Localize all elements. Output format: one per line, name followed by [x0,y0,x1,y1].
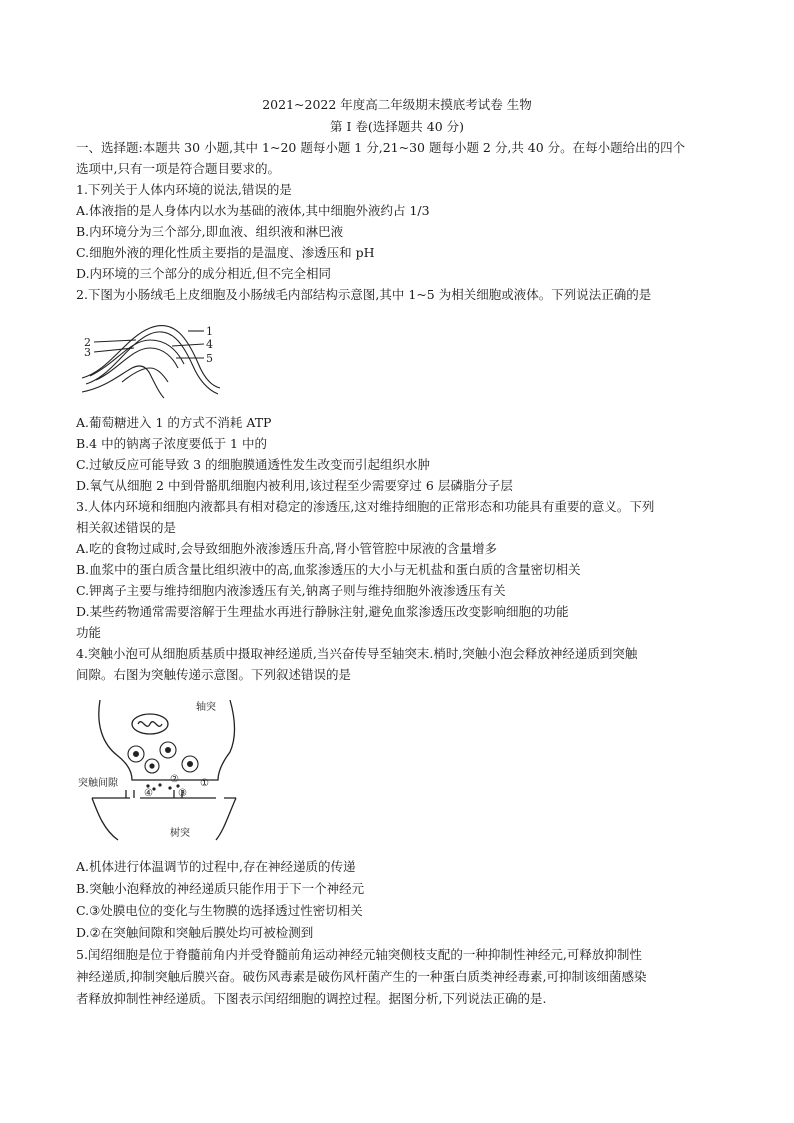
figure-label-2: 2 [84,336,91,349]
q3-option-d: D.某些药物通常需要溶解于生理盐水再进行静脉注射,避免血浆渗透压改变影响细胞的功能 [76,604,569,619]
synapse-figure [78,694,238,844]
axon-label: 轴突 [196,702,216,713]
exam-title: 2021~2022 年度高二年级期末摸底考试卷 生物 [262,97,532,112]
q4-option-a: A.机体进行体温调节的过程中,存在神经递质的传递 [76,859,356,874]
q3-option-a: A.吃的食物过咸时,会导致细胞外液渗透压升高,肾小管管腔中尿液的含量增多 [76,541,497,556]
q1-stem: 1.下列关于人体内环境的说法,错误的是 [76,182,292,197]
q5-stem-line-3: 者释放抑制性神经递质。下图表示闰绍细胞的调控过程。据图分析,下列说法正确的是. [76,991,547,1006]
q3-option-b: B.血浆中的蛋白质含量比组织液中的高,血浆渗透压的大小与无机盐和蛋白质的含量密切相关 [76,562,581,577]
q3-stem-line-1: 3.人体内环境和细胞内液都具有相对稳定的渗透压,这对维持细胞的正常形态和功能具有重要的意义。下列 [76,499,655,514]
q2-option-d: D.氧气从细胞 2 中到骨骼肌细胞内被利用,该过程至少需要穿过 6 层磷脂分子层 [76,478,513,493]
capillary-wall [90,340,184,376]
q3-option-d-continued: 功能 [76,625,102,640]
mitochondrion-cristae [138,722,162,727]
intestinal-villus-diagram [80,318,220,400]
synapse-diagram [78,694,238,844]
mark-3: ③ [178,788,187,799]
lymph-vessel [82,366,164,398]
dendrite-outline [92,798,236,840]
figure-label-1: 1 [206,325,213,338]
figure-label-4: 4 [206,338,213,351]
q3-option-c: C.钾离子主要与维持细胞内液渗透压有关,钠离子则与维持细胞外液渗透压有关 [76,583,506,598]
figure-label-3: 3 [84,346,91,359]
mark-4: ④ [144,788,153,799]
figure-label-5: 5 [206,352,213,365]
synaptic-cleft-label: 突触间隙 [78,778,118,789]
q5-stem-line-1: 5.闰绍细胞是位于脊髓前角内并受脊髓前角运动神经元轴突侧枝支配的一种抑制性神经元,可释放抑制性 [76,947,642,962]
q5-stem-line-2: 神经递质,抑制突触后膜兴奋。破伤风毒素是破伤风杆菌产生的一种蛋白质类神经毒素,可抑制该细菌感染 [76,969,647,984]
q2-option-c: C.过敏反应可能导致 3 的细胞膜通透性发生改变而引起组织水肿 [76,457,430,472]
intestinal-villus-figure [80,318,220,400]
section-intro-line-1: 一、选择题:本题共 30 小题,其中 1~20 题每小题 1 分,21~30 题每小题 2 分,共 40 分。在每小题给出的四个 [76,140,686,155]
q2-option-a: A.葡萄糖进入 1 的方式不消耗 ATP [76,415,272,430]
q1-option-d: D.内环境的三个部分的成分相近,但不完全相同 [76,266,332,281]
receptors [126,790,182,798]
q1-option-a: A.体液指的是人身体内以水为基础的液体,其中细胞外液约占 1/3 [76,203,430,218]
mark-1: ① [200,778,209,789]
section-subtitle: 第 I 卷(选择题共 40 分) [330,119,464,134]
q3-stem-line-2: 相关叙述错误的是 [76,520,177,535]
q2-stem: 2.下图为小肠绒毛上皮细胞及小肠绒毛内部结构示意图,其中 1~5 为相关细胞或液体。下列说法正确的是 [76,287,652,302]
q4-option-d: D.②在突触间隙和突触后膜处均可被检测到 [76,925,314,940]
mark-2: ② [170,774,179,785]
q2-option-b: B.4 中的钠离子浓度要低于 1 中的 [76,436,267,451]
q4-option-b: B.突触小泡释放的神经递质只能作用于下一个神经元 [76,881,365,896]
q1-option-c: C.细胞外液的理化性质主要指的是温度、渗透压和 pH [76,245,375,260]
q1-option-b: B.内环境分为三个部分,即血液、组织液和淋巴液 [76,224,344,239]
q4-stem-line-2: 间隙。右图为突触传递示意图。下列叙述错误的是 [76,667,352,682]
dendrite-label: 树突 [170,828,190,839]
q4-option-c: C.③处膜电位的变化与生物膜的选择透过性密切相关 [76,903,363,918]
section-intro-line-2: 选项中,只有一项是符合题目要求的。 [76,161,280,176]
q4-stem-line-1: 4.突触小泡可从细胞质基质中摄取神经递质,当兴奋传导至轴突末.梢时,突触小泡会释放神经递质到突触 [76,646,638,661]
